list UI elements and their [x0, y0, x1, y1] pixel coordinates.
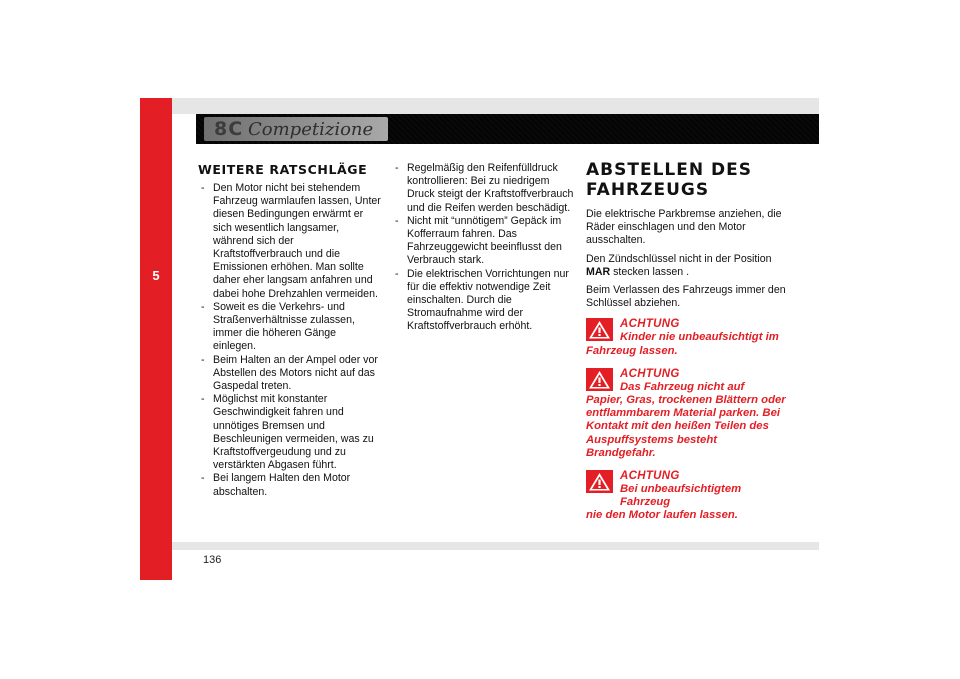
warning-title: ACHTUNG [620, 470, 680, 483]
list-item: - Regelmäßig den Reifenfülldruck kontrollieren: Bei zu niedrigem Druck steigt der Kraftstoffverbrauch und die Reifen werden beschädigt. [395, 162, 574, 214]
logo [204, 117, 388, 141]
list-item: - Nicht mit “unnötigem” Gepäck im Kofferraum fahren. Das Fahrzeuggewicht beeinflusst den Verbrauch stark. [395, 214, 562, 267]
parking-paragraph-2: Den Zündschlüssel nicht in der Position MAR stecken lassen . [586, 252, 772, 278]
warning-title: ACHTUNG [620, 318, 680, 331]
warning-triangle-icon [586, 470, 613, 493]
warning-title: ACHTUNG [620, 367, 680, 380]
list-item: - Den Motor nicht bei stehendem Fahrzeug warmlaufen lassen, Unter diesen Bedingungen erwärmt er sich wesentlich langsamer, während sich der Kraftstoffverbrauch und die Emissionen erhöhen. Man sollte daher eher langsam anfahren und dabei hohe Drehzahlen vermeiden. [201, 182, 381, 300]
warning-text: Kinder nie unbeaufsichtigt im Fahrzeug lassen. [586, 331, 779, 357]
tips-list-continued [390, 162, 580, 334]
chapter-tab [140, 98, 172, 580]
tips-heading: WEITERE RATSCHLÄGE [198, 162, 368, 177]
list-item: - Möglichst mit konstanter Geschwindigkeit fahren und unnötiges Bremsen und Beschleunigen vermeiden, was zu Kraftstoffvergeudung und zu verstärkten Abgasen führt. [201, 393, 374, 472]
list-item: - Soweit es die Verkehrs- und Straßenverhältnisse zulassen, immer die höheren Gänge einlegen. [201, 300, 355, 353]
logo-script: Competizione [248, 119, 374, 140]
tips-list [196, 182, 382, 499]
list-item: - Die elektrischen Vorrichtungen nur für die effektiv notwendige Zeit einschalten. Durch die Stromaufnahme wird der Kraftstoffverbrauch erhöht. [395, 267, 569, 333]
chapter-number: 5 [152, 268, 160, 283]
parking-paragraph-3: Beim Verlassen des Fahrzeugs immer den Schlüssel abziehen. [586, 284, 786, 310]
warning-text: Bei unbeaufsichtigtem Fahrzeug nie den Motor laufen lassen. [586, 483, 742, 522]
list-item: - Beim Halten an der Ampel oder vor Abstellen des Motors nicht auf das Gaspedal treten. [201, 353, 378, 393]
tips-column-1 [196, 162, 382, 499]
warning-triangle-icon [586, 318, 613, 341]
tips-column-2 [390, 162, 580, 334]
parking-paragraph-1: Die elektrische Parkbremse anziehen, die Räder einschlagen und den Motor ausschalten. [586, 208, 782, 247]
top-rule [172, 98, 819, 114]
bottom-rule [172, 542, 819, 550]
warning-text: Das Fahrzeug nicht auf Papier, Gras, trockenen Blättern oder entflammbarem Material parken. Bei Kontakt mit den heißen Teilen des Auspuffsystems besteht Brandgefahr. [586, 380, 786, 459]
list-item: - Bei langem Halten den Motor abschalten. [201, 472, 351, 498]
logo-model: 8C [214, 118, 244, 140]
warning-block-1 [586, 318, 786, 357]
header-banner [196, 114, 819, 144]
warning-block-3 [586, 470, 786, 523]
parking-column [586, 160, 786, 533]
warning-triangle-icon [586, 368, 613, 391]
warning-block-2 [586, 368, 786, 460]
parking-heading: ABSTELLEN DES FAHRZEUGS [586, 160, 752, 200]
page-number: 136 [203, 554, 222, 566]
